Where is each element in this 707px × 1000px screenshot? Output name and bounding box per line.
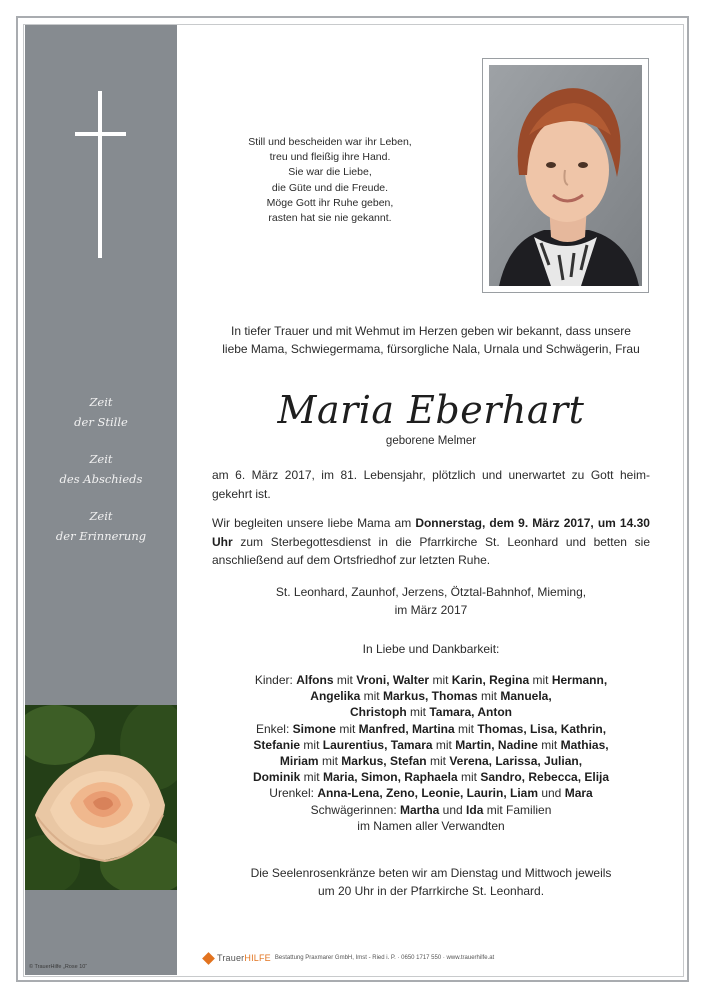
poem-line: treu und fleißig ihre Hand. [269,151,391,164]
zeit-der-erinnerung [25,506,177,546]
portrait-photo [489,65,642,286]
rose-image [25,705,177,890]
portrait-icon [489,65,642,286]
zeit-label: Zeit [89,509,113,523]
family-names: Karin, Regina [451,673,530,687]
family-line [210,802,652,818]
zeit-text: der Stille [74,415,128,429]
family-names: Markus, Thomas [382,689,478,704]
funeral-time: um 14.30 Uhr [212,516,650,549]
family-connector: Enkel: [255,721,293,736]
places-line: St. Leonhard, Zaunhof, Jerzens, Ötztal-Bahnhof, Mieming, [275,585,587,599]
family-connector: Urenkel: [269,786,318,801]
places-line: im März 2017 [394,603,468,617]
family-connector: und [538,786,565,801]
logo-text-b: HILFE [244,953,271,963]
death-notice: am 6. März 2017, im 81. Lebensjahr, plötzlich und unerwartet zu Gott heim-gekehrt ist. [212,468,650,501]
cross-icon-bar [75,132,126,136]
family-names: Laurentius, Tamara [322,737,433,752]
family-line [210,704,652,720]
family-names: Vroni, Walter [356,673,430,687]
poem-line: die Güte und die Freude. [271,181,389,194]
family-names: Hermann, [551,673,608,687]
family-connector: mit Familien [483,802,552,817]
zeit-der-stille [25,392,177,432]
family-names: Maria, Simon, Raphaela [322,770,458,785]
intro-line: liebe Mama, Schwiegermama, fürsorgliche Nala, Urnala und Schwägerin, Frau [222,342,640,356]
gratitude: In Liebe und Dankbarkeit: [362,642,500,656]
family-connector: im Namen aller Verwandten [357,818,505,833]
family-list [210,672,652,834]
funeral-notice [212,514,650,570]
rosary-notice [210,864,652,900]
family-connector: mit [432,737,456,752]
family-names: Manuela, [500,689,552,704]
family-names: Christoph [349,705,407,720]
zeit-text: der Erinnerung [55,529,147,543]
family-names: Mara [564,786,593,801]
poem-line: Möge Gott ihr Ruhe geben, [266,196,394,209]
family-names: Stefanie [253,737,301,752]
trauerhilfe-logo-icon [202,952,215,965]
footer-contact: Bestattung Praxmarer GmbH, Imst - Ried i. P. · 0650 1717 550 · www.trauerhilfe.at [274,955,495,961]
zeit-label: Zeit [89,395,113,409]
family-line [210,818,652,834]
family-connector: mit [454,721,478,736]
image-credit: © TrauerHilfe „Rose 10“ [29,964,88,970]
family-names: Tamara, Anton [429,705,513,720]
intro-line: In tiefer Trauer und mit Wehmut im Herzen geben wir bekannt, dass unsere [231,324,631,338]
rosary-line: Die Seelenrosenkränze beten wir am Dienstag und Mittwoch jeweils [250,866,612,880]
funeral-text: Wir begleiten unsere liebe Mama am [212,516,416,530]
family-connector: mit [537,737,561,752]
poem-line: Sie war die Liebe, [288,166,372,179]
poem-line: Still und bescheiden war ihr Leben, [248,136,412,148]
family-connector: mit [529,673,552,687]
family-connector: Kinder: [254,673,297,687]
family-names: Dominik [252,770,301,785]
family-line [210,688,652,704]
family-connector: und [439,802,467,817]
family-connector: mit [300,737,323,752]
family-line [210,672,652,688]
family-names: Thomas, Lisa, Kathrin, [477,721,607,736]
family-line [210,721,652,737]
family-line [210,769,652,785]
poem-line: rasten hat sie nie gekannt. [268,212,392,225]
maiden-name: geborene Melmer [385,435,477,447]
family-line [210,737,652,753]
zeit-des-abschieds [25,449,177,489]
family-connector: mit [477,689,501,704]
family-connector: mit [360,689,383,704]
family-names: Manfred, Martina [358,721,455,736]
family-line [210,753,652,769]
funeral-text: zum Sterbegottesdienst in die Pfarrkirche St. Leonhard und betten sie anschließend auf dem Ortsfriedhof zur letzten Ruhe. [212,534,650,567]
family-names: Anna-Lena, Zeno, Leonie, Laurin, Liam [317,786,538,801]
family-names: Ida [466,802,484,817]
family-names: Mathias, [560,737,609,752]
intro-text [210,322,652,358]
family-connector: mit [406,705,430,720]
family-names: Martin, Nadine [455,737,538,752]
zeit-label: Zeit [89,452,113,466]
rosary-line: um 20 Uhr in der Pfarrkirche St. Leonhard. [317,884,545,898]
logo-text-a: Trauer [217,953,245,963]
family-names: Miriam [279,754,319,769]
family-connector: mit [429,673,452,687]
deceased-name: Maria Eberhart [277,388,585,432]
family-connector: mit [426,754,450,769]
family-line [210,785,652,801]
family-names: Sandro, Rebecca, Elija [480,770,610,785]
places [210,583,652,619]
family-names: Alfons [296,673,334,687]
family-connector: mit [300,770,323,785]
family-names: Angelika [310,689,361,704]
family-connector: mit [457,770,481,785]
family-names: Verena, Larissa, Julian, [449,754,583,769]
family-names: Simone [292,721,336,736]
family-connector: mit [335,721,359,736]
trauerhilfe-logo [217,953,271,963]
family-connector: mit [333,673,357,687]
family-connector: Schwägerinnen: [310,802,400,817]
family-names: Martha [399,802,440,817]
cross-icon [98,91,102,258]
family-connector: mit [318,754,342,769]
poem [210,135,450,226]
zeit-text: des Abschieds [59,472,143,486]
funeral-date: Donnerstag, dem 9. März 2017, [415,516,594,530]
footer [204,951,494,965]
rose-icon [25,705,177,890]
family-names: Markus, Stefan [341,754,427,769]
